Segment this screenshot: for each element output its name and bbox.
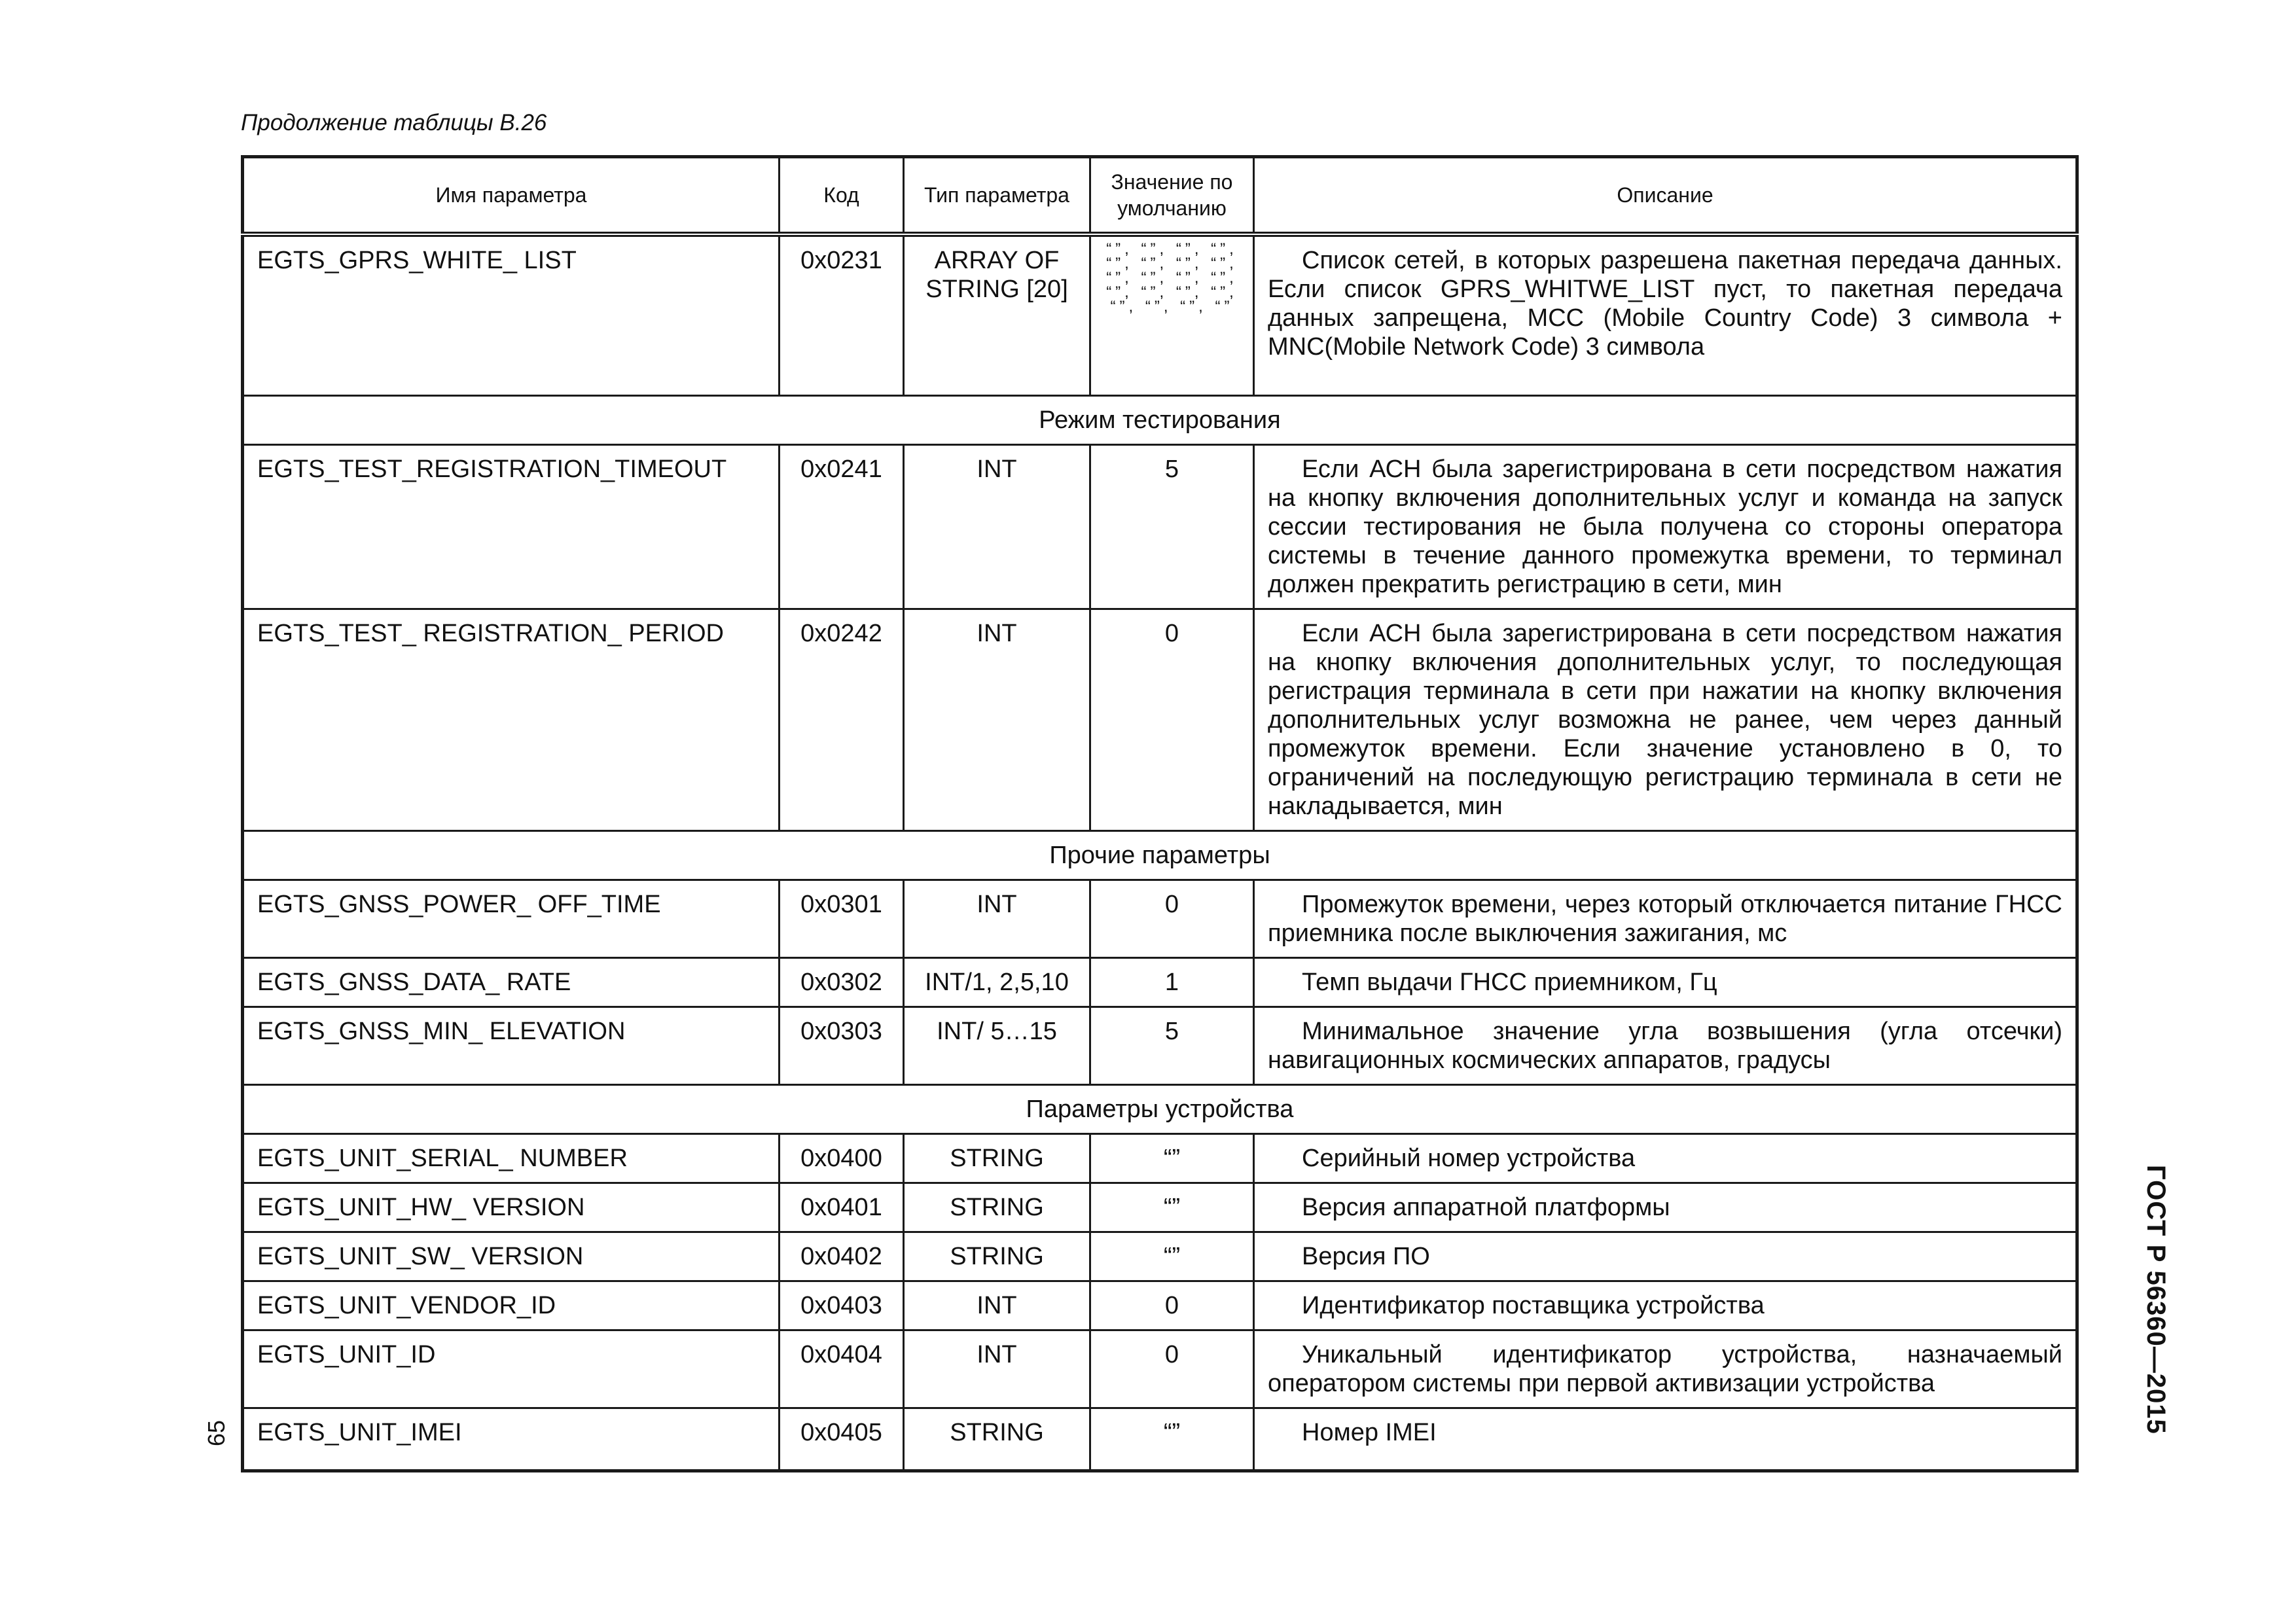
param-default: “” bbox=[1090, 1133, 1254, 1183]
document-title bbox=[2125, 1165, 2177, 1446]
param-default: “” bbox=[1090, 1232, 1254, 1281]
param-name: EGTS_UNIT_ID bbox=[243, 1330, 780, 1408]
param-default: “”, “”, “”, “”, “”, “”, “”, “”, “”, “”, “”, “”, “”, “”, “”, “”, “”, “”, “”, “” bbox=[1090, 234, 1254, 395]
section-title-other: Прочие параметры bbox=[243, 830, 2077, 880]
param-name: EGTS_UNIT_SERIAL_ NUMBER bbox=[243, 1133, 780, 1183]
param-description: Если АСН была зарегистрирована в сети посредством нажатия на кнопку включения дополнительных услуг, то последующая регистрация терминала в сети при нажатии на кнопку включения дополнительных услуг возможна не ранее, чем через данный промежуток времени. Если значение установлено в 0, то ограничений на последующую регистрацию терминала в сети не накладывается, мин bbox=[1254, 609, 2077, 830]
table-row bbox=[243, 1408, 2077, 1471]
param-default: 1 bbox=[1090, 957, 1254, 1007]
param-description: Версия аппаратной платформы bbox=[1254, 1183, 2077, 1232]
param-type: INT/ 5…15 bbox=[904, 1007, 1090, 1084]
param-name: EGTS_GNSS_MIN_ ELEVATION bbox=[243, 1007, 780, 1084]
table-row bbox=[243, 1133, 2077, 1183]
table-row bbox=[243, 234, 2077, 395]
param-name: EGTS_GNSS_POWER_ OFF_TIME bbox=[243, 880, 780, 957]
param-name: EGTS_TEST_REGISTRATION_TIMEOUT bbox=[243, 444, 780, 609]
header-default: Значение по умолчанию bbox=[1090, 157, 1254, 235]
param-name: EGTS_UNIT_SW_ VERSION bbox=[243, 1232, 780, 1281]
param-type: ARRAY OF STRING [20] bbox=[904, 234, 1090, 395]
table-row bbox=[243, 609, 2077, 830]
table-row bbox=[243, 1183, 2077, 1232]
page-number-text: 65 bbox=[203, 1419, 230, 1446]
param-description: Темп выдачи ГНСС приемником, Гц bbox=[1254, 957, 2077, 1007]
table-row bbox=[243, 880, 2077, 957]
param-default: 5 bbox=[1090, 444, 1254, 609]
param-type: INT bbox=[904, 1281, 1090, 1330]
param-default: 0 bbox=[1090, 1330, 1254, 1408]
param-default: 0 bbox=[1090, 880, 1254, 957]
page-number bbox=[196, 1400, 236, 1446]
param-description: Идентификатор поставщика устройства bbox=[1254, 1281, 2077, 1330]
param-default: 0 bbox=[1090, 1281, 1254, 1330]
table-row bbox=[243, 957, 2077, 1007]
param-name: EGTS_GNSS_DATA_ RATE bbox=[243, 957, 780, 1007]
table-row bbox=[243, 1281, 2077, 1330]
section-row bbox=[243, 1084, 2077, 1133]
param-description: Номер IMEI bbox=[1254, 1408, 2077, 1471]
param-code: 0x0303 bbox=[780, 1007, 904, 1084]
param-name: EGTS_GPRS_WHITE_ LIST bbox=[243, 234, 780, 395]
table-row bbox=[243, 1007, 2077, 1084]
table-row bbox=[243, 444, 2077, 609]
table-row bbox=[243, 1330, 2077, 1408]
header-row bbox=[243, 157, 2077, 235]
param-code: 0x0402 bbox=[780, 1232, 904, 1281]
header-description: Описание bbox=[1254, 157, 2077, 235]
param-name: EGTS_UNIT_VENDOR_ID bbox=[243, 1281, 780, 1330]
section-title-test: Режим тестирования bbox=[243, 395, 2077, 444]
section-title-device: Параметры устройства bbox=[243, 1084, 2077, 1133]
section-row bbox=[243, 395, 2077, 444]
param-code: 0x0302 bbox=[780, 957, 904, 1007]
param-name: EGTS_UNIT_HW_ VERSION bbox=[243, 1183, 780, 1232]
section-row bbox=[243, 830, 2077, 880]
param-default: 5 bbox=[1090, 1007, 1254, 1084]
header-code: Код bbox=[780, 157, 904, 235]
param-description: Список сетей, в которых разрешена пакетная передача данных. Если список GPRS_WHITWE_LIST пуст, то пакетная передача данных запрещена, MCC (Mobile Country Code) 3 символа + MNC(Mobile Network Code) 3 символа bbox=[1254, 234, 2077, 395]
param-code: 0x0403 bbox=[780, 1281, 904, 1330]
param-type: INT/1, 2,5,10 bbox=[904, 957, 1090, 1007]
parameters-table bbox=[241, 155, 2079, 1472]
table-row bbox=[243, 1232, 2077, 1281]
param-type: STRING bbox=[904, 1408, 1090, 1471]
param-code: 0x0231 bbox=[780, 234, 904, 395]
param-code: 0x0400 bbox=[780, 1133, 904, 1183]
param-default: 0 bbox=[1090, 609, 1254, 830]
param-name: EGTS_TEST_ REGISTRATION_ PERIOD bbox=[243, 609, 780, 830]
param-description: Минимальное значение угла возвышения (угла отсечки) навигационных космических аппаратов, градусы bbox=[1254, 1007, 2077, 1084]
param-type: INT bbox=[904, 444, 1090, 609]
param-description: Версия ПО bbox=[1254, 1232, 2077, 1281]
param-type: STRING bbox=[904, 1232, 1090, 1281]
param-type: INT bbox=[904, 609, 1090, 830]
param-code: 0x0241 bbox=[780, 444, 904, 609]
header-name: Имя параметра bbox=[243, 157, 780, 235]
document-title-text: ГОСТ Р 56360—2015 bbox=[2142, 1165, 2170, 1435]
param-description: Серийный номер устройства bbox=[1254, 1133, 2077, 1183]
param-description: Если АСН была зарегистрирована в сети посредством нажатия на кнопку включения дополнительных услуг и команда на запуск сессии тестирования не была получена со стороны оператора системы в течение данного промежутка времени, то терминал должен прекратить регистрацию в сети, мин bbox=[1254, 444, 2077, 609]
param-name: EGTS_UNIT_IMEI bbox=[243, 1408, 780, 1471]
param-default: “” bbox=[1090, 1183, 1254, 1232]
param-description: Промежуток времени, через который отключается питание ГНСС приемника после выключения зажигания, мс bbox=[1254, 880, 2077, 957]
param-type: INT bbox=[904, 880, 1090, 957]
param-code: 0x0242 bbox=[780, 609, 904, 830]
param-default: “” bbox=[1090, 1408, 1254, 1471]
table-caption: Продолжение таблицы В.26 bbox=[241, 110, 547, 135]
param-code: 0x0401 bbox=[780, 1183, 904, 1232]
param-type: STRING bbox=[904, 1133, 1090, 1183]
header-type: Тип параметра bbox=[904, 157, 1090, 235]
param-code: 0x0301 bbox=[780, 880, 904, 957]
param-type: INT bbox=[904, 1330, 1090, 1408]
param-code: 0x0405 bbox=[780, 1408, 904, 1471]
param-code: 0x0404 bbox=[780, 1330, 904, 1408]
param-type: STRING bbox=[904, 1183, 1090, 1232]
param-description: Уникальный идентификатор устройства, назначаемый оператором системы при первой активизации устройства bbox=[1254, 1330, 2077, 1408]
